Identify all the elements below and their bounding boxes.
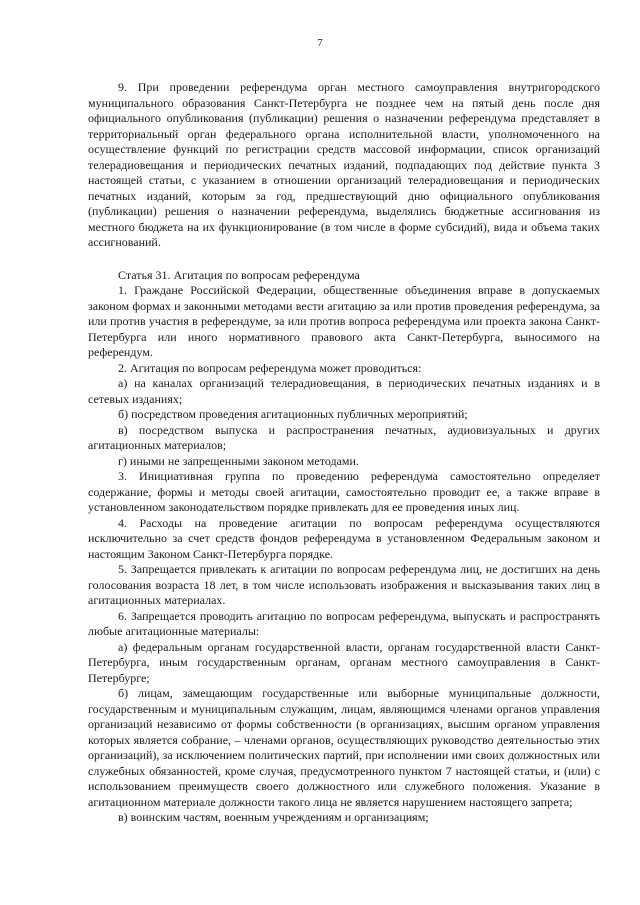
paragraph-article31-item-1: 1. Граждане Российской Федерации, общественные объединения вправе в допускаемых законом формах и законными методами вести агитацию за или против проведения референдума, за или против участия в референдуме, за или против вопроса референдума или проекта закона Санкт-Петербурга или иного нормативного правового акта Санкт-Петербурга, выносимого на референдум. bbox=[88, 283, 600, 359]
paragraph-article31-item-4: 4. Расходы на проведение агитации по вопросам референдума осуществляются исключительно за счет средств фондов референдума в установленном Федеральным законом и настоящим Законом Санкт-Петербурга порядке. bbox=[88, 515, 600, 561]
paragraph-article31-item-5: 5. Запрещается привлекать к агитации по вопросам референдума лиц, не достигших на день голосования возраста 18 лет, в том числе использовать изображения и высказывания таких лиц в агитационных материалах. bbox=[88, 562, 600, 607]
paragraph-article31-item-3: 3. Инициативная группа по проведению референдума самостоятельно определяет содержание, формы и методы своей агитации, самостоятельно проводит ее, а также вправе в установленном законодательством порядке привлекать для ее проведения иных лиц. bbox=[88, 469, 600, 514]
paragraph-article31-item-2: 2. Агитация по вопросам референдума может проводиться: bbox=[118, 360, 422, 375]
paragraph-item-6v: в) воинским частям, военным учреждениям и организациям; bbox=[118, 810, 429, 824]
paragraph-item-6a: а) федеральным органам государственной власти, органам государственной власти Санкт-Петербурга, иным государственным органам, органам местного самоуправления в Санкт-Петербурге; bbox=[88, 639, 600, 685]
paragraph-item-2g: г) иными не запрещенными законом методами. bbox=[118, 453, 359, 468]
paragraph-item-2a: а) на каналах организаций телерадиовещания, в периодических печатных изданиях и в сетевых изданиях; bbox=[88, 376, 600, 406]
paragraph-item-6b: б) лицам, замещающим государственные или выборные муниципальные должности, государственным и муниципальным служащим, лицам, являющимся членами органов управления организаций независимо от формы собственности (в организациях, высшим органом управления которых является собрание, – членами органов, осуществляющих руководство деятельностью этих организаций), за исключением политических партий, при исполнении ими своих должностных или служебных обязанностей, кроме случая, предусмотренного пунктом 7 настоящей статьи, и (или) с использованием преимуществ своего должностного или служебного положения. Указание в агитационном материале должности такого лица не является нарушением настоящего запрета; bbox=[88, 686, 600, 809]
paragraph-article31-item-6: 6. Запрещается проводить агитацию по вопросам референдума, выпускать и распространять любые агитационные материалы: bbox=[88, 608, 600, 638]
paragraph-item-2v: в) посредством выпуска и распространения печатных, аудиовизуальных и других агитационных материалов; bbox=[88, 422, 600, 452]
article-31-heading: Статья 31. Агитация по вопросам референдума bbox=[118, 267, 360, 282]
paragraph-item-2b: б) посредством проведения агитационных публичных мероприятий; bbox=[118, 407, 468, 421]
paragraph-item-9: 9. При проведении референдума орган местного самоуправления внутригородского муниципального образования Санкт-Петербурга не позднее чем на пятый день после дня официального опубликования (публикации) решения о назначении референдума представляет в территориальный орган федерального органа исполнительной власти, уполномоченного на осуществление функций по регистрации средств массовой информации, список организаций телерадиовещания и периодических печатных изданий, подпадающих под действие пункта 3 настоящей статьи, с указанием в отношении организаций телерадиовещания и периодических печатных изданий, которым за год, предшествующий дню официального опубликования (публикации) решения о назначении референдума, выделялись бюджетные ассигнования из местного бюджета на их функционирование (в том числе в форме субсидий), вида и объема таких ассигнований. bbox=[88, 80, 600, 249]
page-number: 7 bbox=[317, 37, 323, 49]
document-body bbox=[88, 80, 600, 826]
